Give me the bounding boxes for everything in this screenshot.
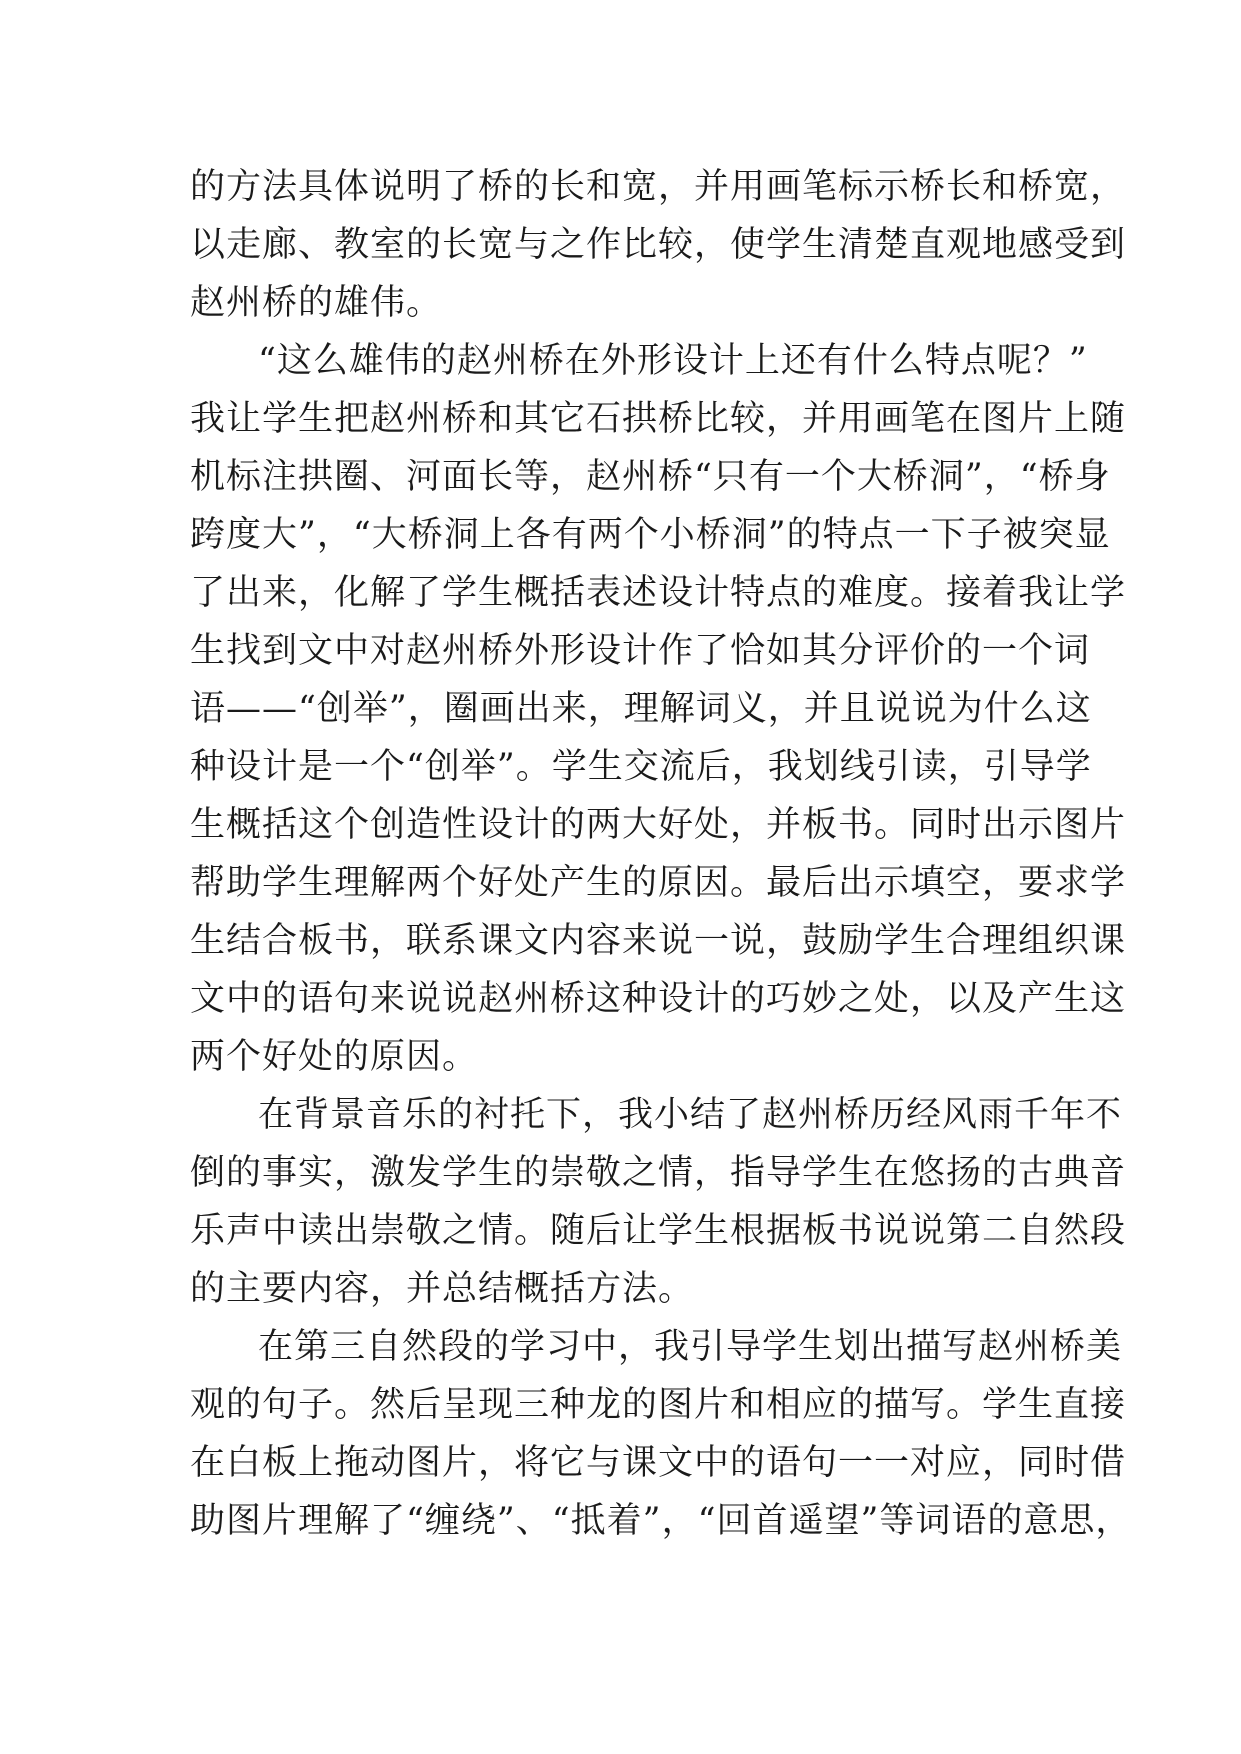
text-line: 种设计是一个“创举”。学生交流后，我划线引读，引导学 (190, 747, 1092, 787)
paragraph-1 (190, 158, 1127, 332)
paragraph-2 (190, 332, 1127, 1086)
text-line: 两个好处的原因。 (190, 1037, 479, 1077)
text-line: “这么雄伟的赵州桥在外形设计上还有什么特点呢？” (258, 341, 1088, 381)
text-line: 在第三自然段的学习中，我引导学生划出描写赵州桥美 (258, 1327, 1123, 1367)
text-line: 跨度大”，“大桥洞上各有两个小桥洞”的特点一下子被突显 (190, 515, 1111, 555)
text-line: 帮助学生理解两个好处产生的原因。最后出示填空，要求学 (190, 863, 1127, 903)
text-line: 在背景音乐的衬托下，我小结了赵州桥历经风雨千年不 (258, 1095, 1123, 1135)
text-line: 文中的语句来说说赵州桥这种设计的巧妙之处，以及产生这 (190, 979, 1127, 1019)
text-line: 助图片理解了“缠绕”、“抵着”，“回首遥望”等词语的意思， (190, 1501, 1132, 1541)
text-line: 的方法具体说明了桥的长和宽，并用画笔标示桥长和桥宽， (190, 167, 1127, 207)
text-line: 观的句子。然后呈现三种龙的图片和相应的描写。学生直接 (190, 1385, 1127, 1425)
text-line: 机标注拱圈、河面长等，赵州桥“只有一个大桥洞”，“桥身 (190, 457, 1111, 497)
text-line: 乐声中读出崇敬之情。随后让学生根据板书说说第二自然段 (190, 1211, 1127, 1251)
text-line: 以走廊、教室的长宽与之作比较，使学生清楚直观地感受到 (190, 225, 1127, 265)
paragraph-3 (190, 1086, 1127, 1318)
text-line: 在白板上拖动图片，将它与课文中的语句一一对应，同时借 (190, 1443, 1127, 1483)
text-line: 了出来，化解了学生概括表述设计特点的难度。接着我让学 (190, 573, 1127, 613)
text-line: 生概括这个创造性设计的两大好处，并板书。同时出示图片 (190, 805, 1127, 845)
text-line: 的主要内容，并总结概括方法。 (190, 1269, 695, 1309)
text-line: 语——“创举”，圈画出来，理解词义，并且说说为什么这 (190, 689, 1092, 729)
paragraph-4 (190, 1318, 1132, 1550)
text-line: 生结合板书，联系课文内容来说一说，鼓励学生合理组织课 (190, 921, 1127, 961)
text-line: 我让学生把赵州桥和其它石拱桥比较，并用画笔在图片上随 (190, 399, 1127, 439)
text-line: 倒的事实，激发学生的崇敬之情，指导学生在悠扬的古典音 (190, 1153, 1127, 1193)
text-line: 生找到文中对赵州桥外形设计作了恰如其分评价的一个词 (190, 631, 1091, 671)
text-line: 赵州桥的雄伟。 (190, 283, 443, 323)
body-text (190, 158, 1132, 1550)
